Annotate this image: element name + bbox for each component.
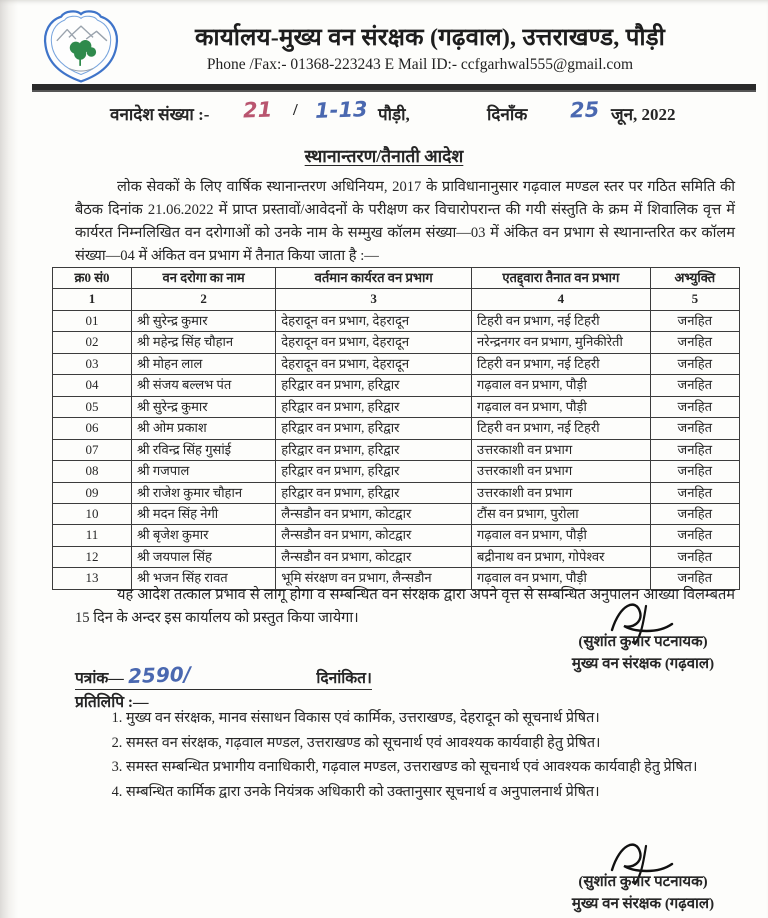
table-cell: 03 <box>53 353 132 374</box>
table-row <box>53 439 740 460</box>
table-cell: देहरादून वन प्रभाग, देहरादून <box>276 332 472 353</box>
table-row <box>53 396 740 417</box>
table-row <box>53 482 740 503</box>
col-header-current-division: वर्तमान कार्यरत वन प्रभाग <box>276 268 472 289</box>
table-row <box>53 461 740 482</box>
table-cell: श्री रविन्द्र सिंह गुसांई <box>132 439 276 460</box>
order-date-label: दिनाँक <box>487 105 528 124</box>
table-cell: लैन्सडौन वन प्रभाग, कोटद्वार <box>276 503 472 524</box>
table-cell: श्री महेन्द्र सिंह चौहान <box>132 332 276 353</box>
table-cell: टौंस वन प्रभाग, पुरोला <box>472 503 651 524</box>
order-date-rest: जून, 2022 <box>611 105 676 124</box>
table-cell: 04 <box>53 375 132 396</box>
table-cell: 05 <box>53 396 132 417</box>
table-cell: श्री बृजेश कुमार <box>132 525 276 546</box>
table-cell: जनहित <box>650 310 739 331</box>
table-cell: जनहित <box>650 568 739 589</box>
letter-dated-label: दिनांकित। <box>316 670 372 687</box>
table-cell: टिहरी वन प्रभाग, नई टिहरी <box>472 353 651 374</box>
table-cell: श्री सुरेन्द्र कुमार <box>132 310 276 331</box>
signatory-designation: मुख्य वन संरक्षक (गढ़वाल) <box>571 895 715 912</box>
table-cell: उत्तरकाशी वन प्रभाग <box>472 439 651 460</box>
col-header-remarks: अभ्युक्ति <box>650 268 739 289</box>
signature-block-top <box>528 594 758 676</box>
table-cell: श्री मदन सिंह नेगी <box>132 503 276 524</box>
table-cell: गढ़वाल वन प्रभाग, पौड़ी <box>472 568 651 589</box>
table-cell: हरिद्वार वन प्रभाग, हरिद्वार <box>276 418 472 439</box>
table-cell: उत्तरकाशी वन प्रभाग <box>472 461 651 482</box>
copy-list-item: 4. सम्बन्धित कार्मिक द्वारा उनके नियंत्रक अधिकारी को उक्तानुसार सूचनार्थ व अनुपालनार्थ प्रेषित। <box>126 782 741 804</box>
transfer-table-wrap <box>52 267 740 590</box>
table-cell: उत्तरकाशी वन प्रभाग <box>472 482 651 503</box>
letter-number-label: पत्रांक— <box>75 670 124 687</box>
order-subnumber-handwritten: 1-13 <box>314 97 368 123</box>
copy-list-item: 2. समस्त वन संरक्षक, गढ़वाल मण्डल, उत्तराखण्ड को सूचनार्थ एवं आवश्यक कार्यवाही हेतु प्रेषित। <box>126 733 741 755</box>
table-cell: जनहित <box>650 375 739 396</box>
signatory-name: (सुशांत कुमार पटनायक) <box>578 634 708 650</box>
transfer-table <box>52 267 740 590</box>
table-cell: श्री राजेश कुमार चौहान <box>132 482 276 503</box>
table-cell: जनहित <box>650 418 739 439</box>
table-cell: श्री भजन सिंह रावत <box>132 568 276 589</box>
table-cell: जनहित <box>650 546 739 567</box>
table-cell: गढ़वाल वन प्रभाग, पौड़ी <box>472 396 651 417</box>
copy-list-item: 3. समस्त सम्बन्धित प्रभागीय वनाधिकारी, गढ़वाल मण्डल, उत्तराखण्ड को सूचनार्थ एवं आवश्यक कार्यवाही हेतु प्रेषित। <box>126 757 741 779</box>
table-cell: जनहित <box>650 332 739 353</box>
contact-line: Phone /Fax:- 01368-223243 E Mail ID:- ccfgarhwal555@gmail.com <box>206 56 634 73</box>
letter-number-handwritten: 2590/ <box>127 661 192 689</box>
table-cell: हरिद्वार वन प्रभाग, हरिद्वार <box>276 439 472 460</box>
table-cell: जनहित <box>650 353 739 374</box>
table-cell: टिहरी वन प्रभाग, नई टिहरी <box>472 310 651 331</box>
compliance-paragraph: यह आदेश तत्काल प्रभाव से लागू होगा व सम्बन्धित वन संरक्षक द्वारा अपने वृत्त से सम्बन्धित अनुपालन आख्या विलम्बतम 15 दिन के अन्दर इस कार्यालय को प्रस्तुत किया जायेगा। <box>75 587 735 626</box>
table-row <box>53 353 740 374</box>
table-cell: जनहित <box>650 482 739 503</box>
table-cell: 10 <box>53 503 132 524</box>
table-row <box>53 546 740 567</box>
table-cell: हरिद्वार वन प्रभाग, हरिद्वार <box>276 461 472 482</box>
table-cell: 11 <box>53 525 132 546</box>
table-cell: लैन्सडौन वन प्रभाग, कोटद्वार <box>276 525 472 546</box>
table-cell: 13 <box>53 568 132 589</box>
col-header-posted-division: एतद्द्वारा तैनात वन प्रभाग <box>472 268 651 289</box>
table-cell: हरिद्वार वन प्रभाग, हरिद्वार <box>276 375 472 396</box>
copy-to-label: प्रतिलिपि :— <box>75 694 149 711</box>
table-row <box>53 332 740 353</box>
table-cell: 02 <box>53 332 132 353</box>
table-header-row <box>53 268 740 289</box>
table-cell: देहरादून वन प्रभाग, देहरादून <box>276 310 472 331</box>
colnum-2: 2 <box>132 289 276 310</box>
colnum-5: 5 <box>650 289 739 310</box>
table-cell: श्री सुरेन्द्र कुमार <box>132 396 276 417</box>
table-cell: 08 <box>53 461 132 482</box>
table-colnum-row <box>53 289 740 310</box>
table-row <box>53 503 740 524</box>
order-number-handwritten: 21 <box>242 97 273 123</box>
colnum-3: 3 <box>276 289 472 310</box>
order-number-label: वनादेश संख्या :- <box>110 105 210 124</box>
document-title: स्थानान्तरण/तैनाती आदेश <box>304 146 464 166</box>
order-number-slash: / <box>293 100 298 119</box>
table-cell: 12 <box>53 546 132 567</box>
colnum-4: 4 <box>472 289 651 310</box>
order-date-day-handwritten: 25 <box>569 97 600 123</box>
org-title: कार्यालय-मुख्य वन संरक्षक (गढ़वाल), उत्तराखण्ड, पौड़ी <box>194 25 665 51</box>
table-cell: नरेन्द्रनगर वन प्रभाग, मुनिकीरेती <box>472 332 651 353</box>
table-cell: 06 <box>53 418 132 439</box>
table-cell: हरिद्वार वन प्रभाग, हरिद्वार <box>276 482 472 503</box>
table-cell: गढ़वाल वन प्रभाग, पौड़ी <box>472 375 651 396</box>
signature-block-bottom <box>528 834 758 916</box>
table-cell: जनहित <box>650 461 739 482</box>
table-cell: गढ़वाल वन प्रभाग, पौड़ी <box>472 525 651 546</box>
table-cell: जनहित <box>650 503 739 524</box>
col-header-name: वन दरोगा का नाम <box>132 268 276 289</box>
table-cell: 09 <box>53 482 132 503</box>
table-cell: हरिद्वार वन प्रभाग, हरिद्वार <box>276 396 472 417</box>
copy-list-item: 1. मुख्य वन संरक्षक, मानव संसाधन विकास एवं कार्मिक, उत्तराखण्ड, देहरादून को सूचनार्थ प्रेषित। <box>126 708 741 730</box>
table-row <box>53 375 740 396</box>
table-cell: टिहरी वन प्रभाग, नई टिहरी <box>472 418 651 439</box>
table-cell: देहरादून वन प्रभाग, देहरादून <box>276 353 472 374</box>
copy-distribution-list <box>96 708 741 806</box>
table-cell: लैन्सडौन वन प्रभाग, कोटद्वार <box>276 546 472 567</box>
signatory-designation: मुख्य वन संरक्षक (गढ़वाल) <box>571 655 715 672</box>
table-cell: 01 <box>53 310 132 331</box>
order-number-line <box>0 98 768 132</box>
col-header-serial: क्र0 सं0 <box>53 268 132 289</box>
table-cell: भूमि संरक्षण वन प्रभाग, लैन्सडौन <box>276 568 472 589</box>
transfer-table-body <box>53 310 740 589</box>
table-cell: जनहित <box>650 396 739 417</box>
table-row <box>53 418 740 439</box>
header-divider <box>32 84 756 92</box>
colnum-1: 1 <box>53 289 132 310</box>
table-cell: श्री संजय बल्लभ पंत <box>132 375 276 396</box>
intro-paragraph: लोक सेवकों के लिए वार्षिक स्थानान्तरण अधिनियम, 2017 के प्राविधानानुसार गढ़वाल मण्डल स्तर पर गठित समिति की बैठक दिनांक 21.06.2022 में प्राप्त प्रस्तावों/आवेदनों के परीक्षण कर विचारोपरान्त की गयी संस्तुति के क्रम में शिवालिक वृत्त में कार्यरत निम्नलिखित वन दरोगाओं को उनके नाम के सम्मुख कॉलम संख्या—03 में अंकित वन प्रभाग से स्थानान्तरित कर कॉलम संख्या—04 में अंकित वन प्रभाग में तैनात किया जाता है :— <box>75 179 735 265</box>
copy-list <box>96 708 741 803</box>
table-cell: 07 <box>53 439 132 460</box>
table-cell: जनहित <box>650 525 739 546</box>
signatory-name: (सुशांत कुमार पटनायक) <box>578 874 708 890</box>
table-cell: श्री गजपाल <box>132 461 276 482</box>
table-cell: श्री जयपाल सिंह <box>132 546 276 567</box>
table-cell: श्री मोहन लाल <box>132 353 276 374</box>
table-cell: बद्रीनाथ वन प्रभाग, गोपेश्वर <box>472 546 651 567</box>
table-row <box>53 525 740 546</box>
forest-department-emblem-icon <box>36 8 126 84</box>
table-row <box>53 310 740 331</box>
table-cell: श्री ओम प्रकाश <box>132 418 276 439</box>
table-cell: जनहित <box>650 439 739 460</box>
order-place: पौड़ी, <box>378 105 410 124</box>
letter-number-line <box>75 661 372 690</box>
